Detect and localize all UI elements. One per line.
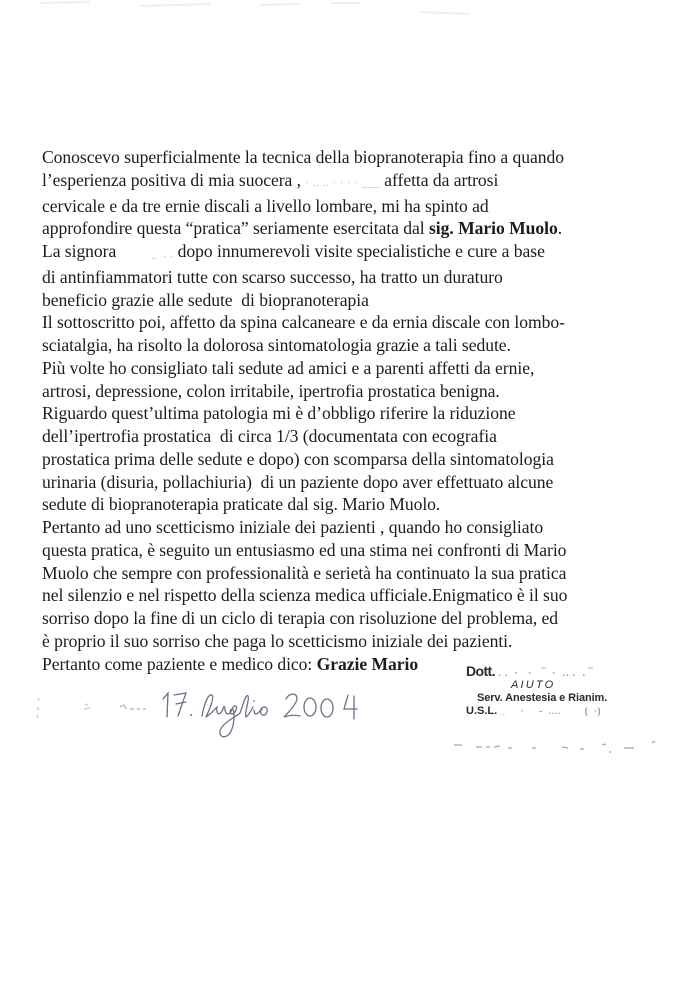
stamp-doctor-line bbox=[466, 663, 686, 679]
letter-line bbox=[42, 380, 692, 403]
redacted-usl: _ · - .... ( ·) bbox=[497, 706, 602, 716]
scan-artifacts bbox=[0, 0, 700, 20]
text-segment: sorriso dopo la fine di un ciclo di terapia con risoluzione del problema, ed bbox=[42, 608, 559, 628]
text-segment: Più volte ho consigliato tali sedute ad amici e a parenti affetti da ernie, bbox=[42, 357, 535, 378]
text-segment: . bbox=[557, 218, 563, 239]
text-segment: Pertanto come paziente e medico dico: bbox=[42, 653, 317, 674]
text-segment: Il sottoscritto poi, affetto da spina calcaneare e da ernia discale con lombo- bbox=[42, 312, 565, 333]
letter-body bbox=[42, 146, 692, 675]
letter-line bbox=[42, 630, 692, 653]
letter-line bbox=[42, 357, 692, 380]
stamp-usl-label: U.S.L. bbox=[466, 705, 498, 717]
bold-text: sig. Mario Muolo bbox=[429, 218, 558, 239]
letter-line bbox=[42, 240, 692, 266]
letter-line bbox=[42, 584, 692, 607]
letter-line bbox=[42, 562, 692, 585]
text-segment: sciatalgia, ha risolto la dolorosa sintomatologia grazie a tali sedute. bbox=[42, 335, 511, 355]
letter-line bbox=[42, 146, 692, 169]
text-segment: Conoscevo superficialmente la tecnica della biopranoterapia fino a quando bbox=[42, 147, 564, 167]
doctor-stamp bbox=[466, 663, 686, 717]
text-segment: di antinfiammatori tutte con scarso successo, ha tratto un duraturo bbox=[42, 266, 503, 287]
letter-line bbox=[42, 311, 692, 334]
redacted-name: · .. .. · · · · ___ bbox=[305, 176, 380, 189]
text-segment: è proprio il suo sorriso che paga lo scetticismo iniziale dei pazienti. bbox=[42, 630, 513, 651]
letter-line bbox=[42, 402, 692, 425]
handwritten-place-and-date bbox=[30, 685, 380, 745]
letter-line bbox=[42, 471, 692, 494]
letter-line bbox=[42, 425, 692, 448]
text-segment: nel silenzio e nel rispetto della scienza medica ufficiale.Enigmatico è il suo bbox=[42, 585, 568, 606]
redacted-signature bbox=[452, 740, 672, 754]
text-segment: sedute di biopranoterapia praticate dal sig. Mario Muolo. bbox=[42, 494, 441, 515]
redacted-name: _ . . bbox=[151, 248, 174, 260]
text-segment: prostatica prima delle sedute e dopo) con scomparsa della sintomatologia bbox=[42, 448, 554, 469]
letter-line bbox=[42, 607, 692, 630]
text-segment: questa pratica, è seguito un entusiasmo ed una stima nei confronti di Mario bbox=[42, 539, 567, 560]
letter-line bbox=[42, 493, 692, 516]
text-segment: Riguardo quest’ultima patologia mi è d’obbligo riferire la riduzione bbox=[42, 403, 516, 424]
text-segment: beneficio grazie alle sedute di biopranoterapia bbox=[42, 289, 369, 310]
letter-line bbox=[42, 516, 692, 539]
redacted-doctor-name: . . · · ‾ · .. . . ‾ bbox=[494, 668, 593, 679]
stamp-service: Serv. Anestesia e Rianim. bbox=[477, 692, 608, 704]
letter-line bbox=[42, 289, 692, 312]
letter-line bbox=[42, 539, 692, 562]
bold-text: Grazie Mario bbox=[316, 653, 419, 674]
stamp-usl-line bbox=[466, 705, 686, 717]
letter-line bbox=[42, 217, 692, 240]
text-segment: artrosi, depressione, colon irritabile, ipertrofia prostatica benigna. bbox=[42, 380, 500, 401]
text-segment: Pertanto ad uno scetticismo iniziale dei pazienti , quando ho consigliato bbox=[42, 517, 544, 537]
text-segment: affetta da artrosi bbox=[379, 169, 499, 190]
letter-line bbox=[42, 448, 692, 471]
letter-line bbox=[42, 266, 692, 289]
letter-line bbox=[42, 195, 692, 218]
text-segment: approfondire questa “pratica” seriamente esercitata dal bbox=[42, 218, 429, 239]
text-segment: l’esperienza positiva di mia suocera , bbox=[42, 169, 306, 190]
stamp-doctor-label: Dott. bbox=[466, 663, 495, 679]
text-segment: La signora bbox=[42, 241, 152, 261]
text-segment: Muolo che sempre con professionalità e serietà ha continuato la sua pratica bbox=[42, 562, 567, 583]
letter-line bbox=[42, 169, 692, 195]
text-segment: dell’ipertrofia prostatica di circa 1/3 (documentata con ecografia bbox=[42, 426, 497, 446]
text-segment: dopo innumerevoli visite specialistiche e cure a base bbox=[173, 241, 545, 261]
letter-line bbox=[42, 334, 692, 357]
text-segment: cervicale e da tre ernie discali a livello lombare, mi ha spinto ad bbox=[42, 195, 489, 216]
stamp-role: AIUTO bbox=[511, 679, 556, 691]
text-segment: urinaria (disuria, pollachiuria) di un paziente dopo aver effettuato alcune bbox=[42, 471, 554, 492]
